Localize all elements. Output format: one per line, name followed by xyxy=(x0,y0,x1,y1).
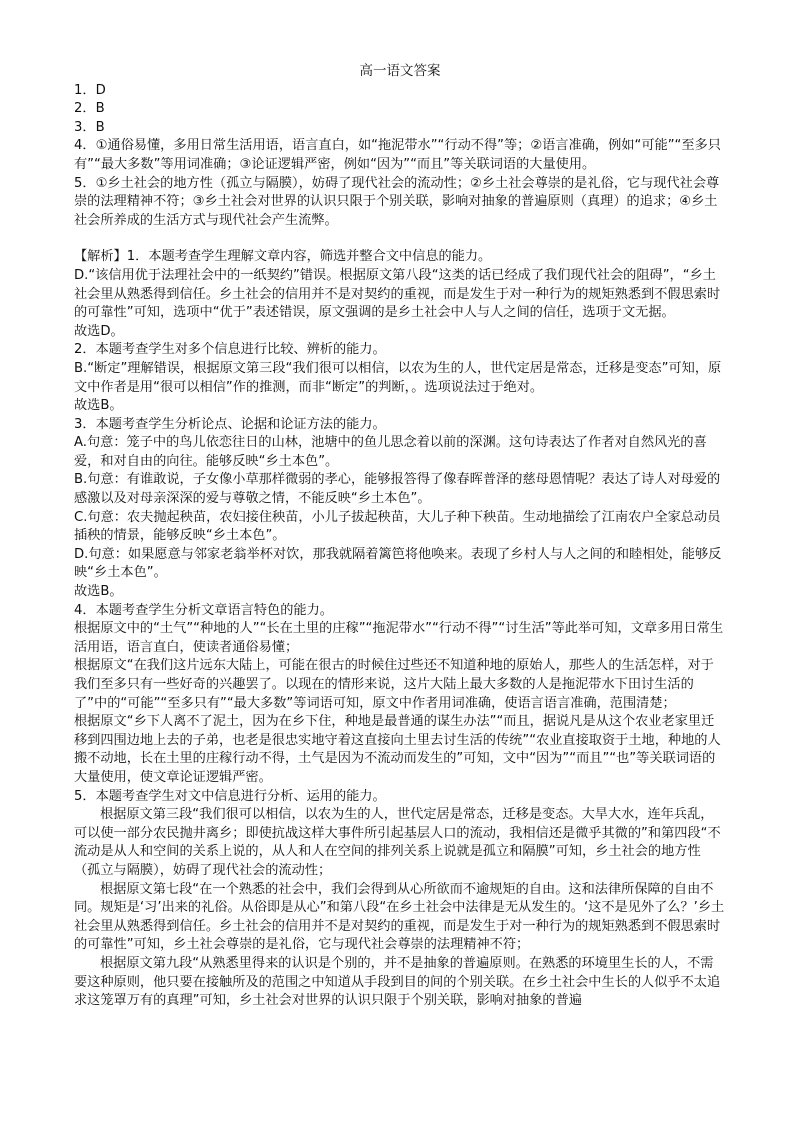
analysis-paragraph: 5．本题考查学生对文中信息进行分析、运用的能力。 xyxy=(74,788,386,804)
analysis-paragraph: 故选B。 xyxy=(74,584,123,600)
answer-5: 5．①乡土社会的地方性（孤立与隔膜），妨碍了现代社会的流动性；②乡土社会尊崇的是礼俗，它与现代社会尊崇的法理精神不符；③乡土社会对世界的认识只限于个别关联，影响对抽象的普遍原则（真理）的追求；④乡土社会所养成的生活方式与现代社会产生流弊。 xyxy=(74,175,720,228)
analysis-indented-paragraph: 根据原文第九段“从熟悉里得来的认识是个别的，并不是抽象的普遍原则。在熟悉的环境里生长的人，不需要这种原则，他只要在接触所及的范围之中知道从手段到目的间的个别关联。在乡土社会中生长的人似乎不太追求这笼罩万有的真理”可知，乡土社会对世界的认识只限于个别关联，影响对抽象的普遍 xyxy=(74,955,721,1009)
analysis-paragraph: C.句意：农夫抛起秧苗，农妇接住秧苗，小儿子拔起秧苗，大儿子种下秧苗。生动地描绘了江南农户全家总动员插秧的情景，能够反映“乡土本色”。 xyxy=(74,509,721,544)
analysis-indented-paragraph: 根据原文第三段“我们很可以相信，以农为生的人，世代定居是常态，迁移是变态。大旱大水，连年兵乱，可以使一部分农民抛井离乡；即使抗战这样大事件所引起基层人口的流动，我相信还是微乎其微的”和第四段“不流动是从人和空间的关系上说的，从人和人在空间的排列关系上说就是孤立和隔膜”可知，乡土社会的地方性（孤立与隔膜），妨碍了现代社会的流动性； xyxy=(74,807,721,878)
answer-3: 3．B xyxy=(74,119,105,135)
analysis-paragraph: D.“该信用优于法理社会中的一纸契约”错误。根据原文第八段“这类的话已经成了我们现代社会的阻碍”，“乡土社会里从熟悉得到信任。乡土社会的信用并不是对契约的重视，而是发生于对一种行为的规矩熟悉到不假思索时的可靠性”可知，选项中“优于”表述错误，原文强调的是乡土社会中人与人之间的信任，选项于文无据。 xyxy=(74,267,721,321)
answer-1: 1．D xyxy=(74,82,106,98)
analysis-paragraph: A.句意：笼子中的鸟儿依恋往日的山林，池塘中的鱼儿思念着以前的深渊。这句诗表达了作者对自然风光的喜爱，和对自由的向往。能够反映“乡土本色”。 xyxy=(74,435,707,469)
document-title: 高一语文答案 xyxy=(359,63,441,79)
analysis-paragraph: 根据原文中的“土气”“种地的人”“长在土里的庄稼”“拖泥带水”“行动不得”“讨生活”等此举可知，文章多用日常生活用语，语言直白，使读者通俗易懂； xyxy=(74,621,724,655)
analysis-paragraph: 4．本题考查学生分析文章语言特色的能力。 xyxy=(74,602,333,618)
analysis-paragraph: 根据原文“乡下人离不了泥土，因为在乡下住，种地是最普通的谋生办法”“而且，据说凡是从这个农业老家里迁移到四围边地上去的子弟，也老是很忠实地守着这直接向土里去讨生活的传统”“农业直接取资于土地，种地的人搬不动地，长在土里的庄稼行动不得，土气是因为不流动而发生的”可知，文中“因为”“而且”“也”等关联词语的大量使用，使文章论证逻辑严密。 xyxy=(74,714,721,785)
answer-4: 4．①通俗易懂，多用日常生活用语，语言直白，如“拖泥带水”“行动不得”等；②语言准确，例如“可能”“至多只有”“最大多数”等用词准确；③论证逻辑严密，例如“因为”“而且”等关联词语的大量使用。 xyxy=(74,138,721,172)
analysis-paragraph: 故选D。 xyxy=(74,323,124,339)
analysis-lead: 【解析】1．本题考查学生理解文章内容，筛选并整合文中信息的能力。 xyxy=(74,249,492,265)
analysis-paragraph: 3．本题考查学生分析论点、论据和论证方法的能力。 xyxy=(74,416,386,432)
section-gap xyxy=(74,230,726,248)
answer-document xyxy=(74,62,726,1011)
analysis-paragraph: B.“断定”理解错误，根据原文第三段“我们很可以相信，以农为生的人，世代定居是常态，迁移是变态”可知，原文中作者是用“很可以相信”作的推测，而非“断定”的判断，。选项说法过于绝对。 xyxy=(74,360,722,395)
analysis-indented-paragraph: 根据原文第七段“在一个熟悉的社会中，我们会得到从心所欲而不逾规矩的自由。这和法律所保障的自由不同。规矩是‘习’出来的礼俗。从俗即是从心”和第八段“在乡土社会中法律是无从发生的。‘这不是见外了么？’乡土社会里从熟悉得到信任。乡土社会的信用并不是对契约的重视，而是发生于对一种行为的规矩熟悉到不假思索时的可靠性”可知，乡土社会尊崇的是礼俗，它与现代社会尊崇的法理精神不符； xyxy=(74,881,725,953)
analysis-paragraph: D.句意：如果愿意与邻家老翁举杯对饮，那我就隔着篱笆将他唤来。表现了乡村人与人之间的和睦相处，能够反映“乡土本色”。 xyxy=(74,546,722,581)
analysis-paragraph: B.句意：有谁敢说，子女像小草那样微弱的孝心，能够报答得了像春晖普泽的慈母恩情呢？表达了诗人对母爱的感激以及对母亲深深的爱与尊敬之情，不能反映“乡土本色”。 xyxy=(74,472,721,507)
analysis-paragraph: 根据原文“在我们这片远东大陆上，可能在很古的时候住过些还不知道种地的原始人，那些人的生活怎样，对于我们至多只有一些好奇的兴趣罢了。以现在的情形来说，这片大陆上最大多数的人是拖泥带水下田讨生活的了”中的“可能”“至多只有”“最大多数”等词语可知，原文中作者用词准确，使语言语言准确，范围清楚； xyxy=(74,658,714,711)
analysis-paragraph: 2．本题考查学生对多个信息进行比较、辨析的能力。 xyxy=(74,342,386,358)
analysis-paragraph: 故选B。 xyxy=(74,398,123,414)
answer-2: 2．B xyxy=(74,101,105,117)
